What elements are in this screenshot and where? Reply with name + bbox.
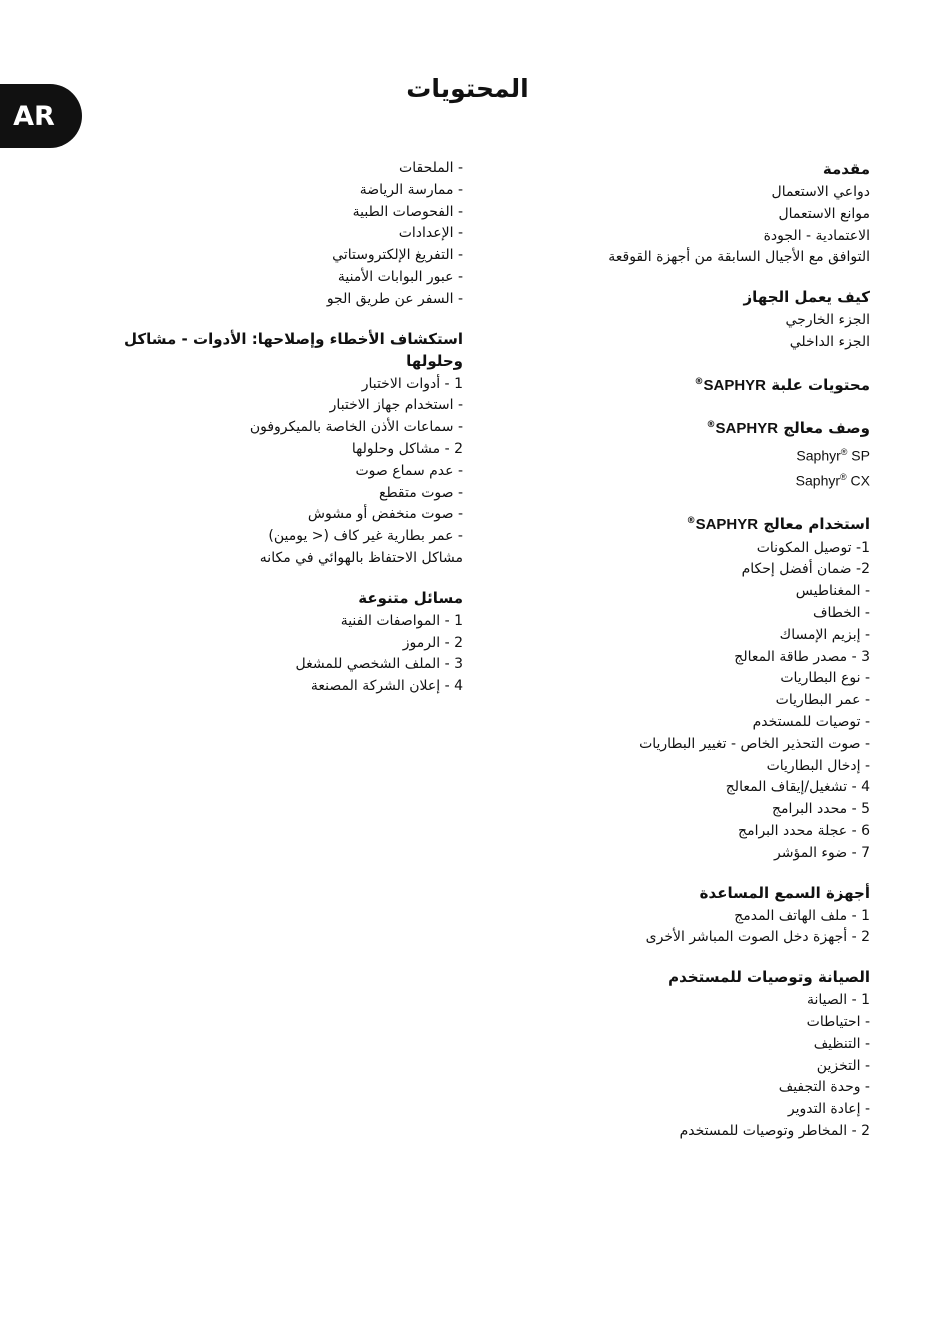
toc-entry: مشاكل الاحتفاظ بالهوائي في مكانه [259,549,463,566]
registered-mark: ® [694,376,704,387]
toc-right-column [450,158,870,1160]
toc-entry: - سماعات الأذن الخاصة بالميكروفون [249,419,463,436]
toc-entry: 1 - أدوات الاختبار [361,375,463,392]
toc-entry: 4 - تشغيل/إيقاف المعالج [725,779,870,796]
toc-section-heading [450,371,870,397]
toc-entry: دواعي الاستعمال [771,184,870,200]
registered-mark: ® [686,515,696,526]
toc-entry: - صوت متقطع [379,484,463,501]
toc-entry: - الخطاف [813,605,870,622]
toc-entry: الجزء الداخلي [789,333,870,350]
toc-entry: 1- توصيل المكونات [756,539,870,556]
toc-section [450,882,870,950]
toc-entry: 2 - مشاكل وحلولها [351,440,463,457]
toc-entry: - عمر بطارية غير كاف (< يومين) [268,528,463,545]
model-brand: Saphyr [795,472,841,489]
toc-section [450,510,870,865]
toc-entry: - وحدة التجفيف [778,1079,870,1096]
toc-entry: - التخزين [816,1057,870,1074]
toc-entry: التوافق مع الأجيال السابقة من أجهزة القوقعة [608,249,870,266]
toc-entry: - ممارسة الرياضة [359,181,463,198]
toc-section-heading: استكشاف الأخطاء وإصلاحها: الأدوات - مشاكل وحلولها [124,329,463,370]
toc-section [93,158,463,311]
toc-entry: - التنظيف [813,1035,870,1052]
toc-entry: - الإعدادات [398,225,463,242]
toc-entry: 1 - المواصفات الفنية [340,612,463,629]
page-title: المحتويات [406,74,529,103]
model-brand: Saphyr [796,447,841,464]
brand-name: SAPHYR [695,515,759,533]
toc-section [450,286,870,354]
toc-section [93,587,463,698]
toc-entry: 6 - عجلة محدد البرامج [738,823,870,840]
toc-entry: - توصيات للمستخدم [752,714,870,731]
toc-entry: - الملحقات [399,160,463,176]
toc-entry: 7 - ضوء المؤشر [774,844,870,861]
toc-entry: - المغناطيس [795,583,870,600]
toc-section [450,371,870,397]
toc-entry: - التفريغ الإلكتروستاتي [332,247,463,264]
toc-section-heading [450,414,870,440]
toc-entry: - إدخال البطاريات [766,757,870,774]
brand-name: SAPHYR [715,419,779,437]
toc-section-heading: مقدمة [822,160,870,178]
toc-section-heading: الصيانة وتوصيات للمستخدم [668,968,870,987]
toc-entry: - عمر البطاريات [775,692,870,709]
toc-section-heading: مسائل متنوعة [358,588,463,607]
toc-section-heading: أجهزة السمع المساعدة [699,883,870,902]
toc-entry: - صوت منخفض أو مشوش [307,506,463,523]
toc-section-heading [450,510,870,536]
registered-mark: ® [840,472,847,483]
toc-entry: 1 - الصيانة [806,992,870,1009]
toc-entry: - احتياطات [806,1014,870,1031]
toc-entry: 1 - ملف الهاتف المدمج [734,907,870,924]
toc-section [450,414,870,493]
toc-entry: - عبور البوابات الأمنية [337,268,463,285]
toc-entry: الاعتمادية - الجودة [763,227,870,244]
toc-entry: 5 - محدد البرامج [772,801,870,818]
toc-entry: الجزء الخارجي [785,312,870,329]
toc-entry: موانع الاستعمال [778,205,870,222]
toc-entry: - استخدام جهاز الاختبار [329,397,463,414]
toc-entry: 2 - المخاطر وتوصيات للمستخدم [679,1123,870,1140]
brand-name: SAPHYR [703,376,766,394]
toc-entry [450,442,870,467]
language-tab-label: AR [13,100,55,132]
toc-entry: 3 - مصدر طاقة المعالج [734,648,870,665]
toc-entry: 3 - الملف الشخصي للمشغل [295,656,463,673]
toc-section-heading: كيف يعمل الجهاز [743,288,870,307]
toc-entry: 2 - الرموز [402,634,463,651]
heading-text: محتويات علبة [766,375,870,394]
model-suffix: CX [846,472,870,489]
toc-entry: - إبزيم الإمساك [779,626,870,643]
toc-entry: - نوع البطاريات [780,670,870,687]
toc-entry: - إعادة التدوير [787,1101,870,1118]
registered-mark: ® [840,446,848,457]
toc-entry: - صوت التحذير الخاص - تغيير البطاريات [639,735,870,752]
heading-text: وصف معالج [778,418,870,437]
toc-entry: 2 - أجهزة دخل الصوت المباشر الأخرى [645,929,870,946]
toc-section [450,158,870,269]
heading-text: استخدام معالج [758,514,870,533]
model-suffix: SP [847,447,870,464]
toc-entry: - عدم سماع صوت [355,462,463,479]
toc-entry: 4 - إعلان الشركة المصنعة [310,678,463,695]
registered-mark: ® [706,419,716,430]
toc-entry [450,467,870,492]
toc-entry: - السفر عن طريق الجو [326,290,463,307]
toc-left-column [93,158,463,715]
toc-entry: 2- ضمان أفضل إحكام [741,561,870,578]
toc-entry: - الفحوصات الطبية [352,203,463,220]
toc-section [450,966,870,1143]
toc-section [93,328,463,570]
